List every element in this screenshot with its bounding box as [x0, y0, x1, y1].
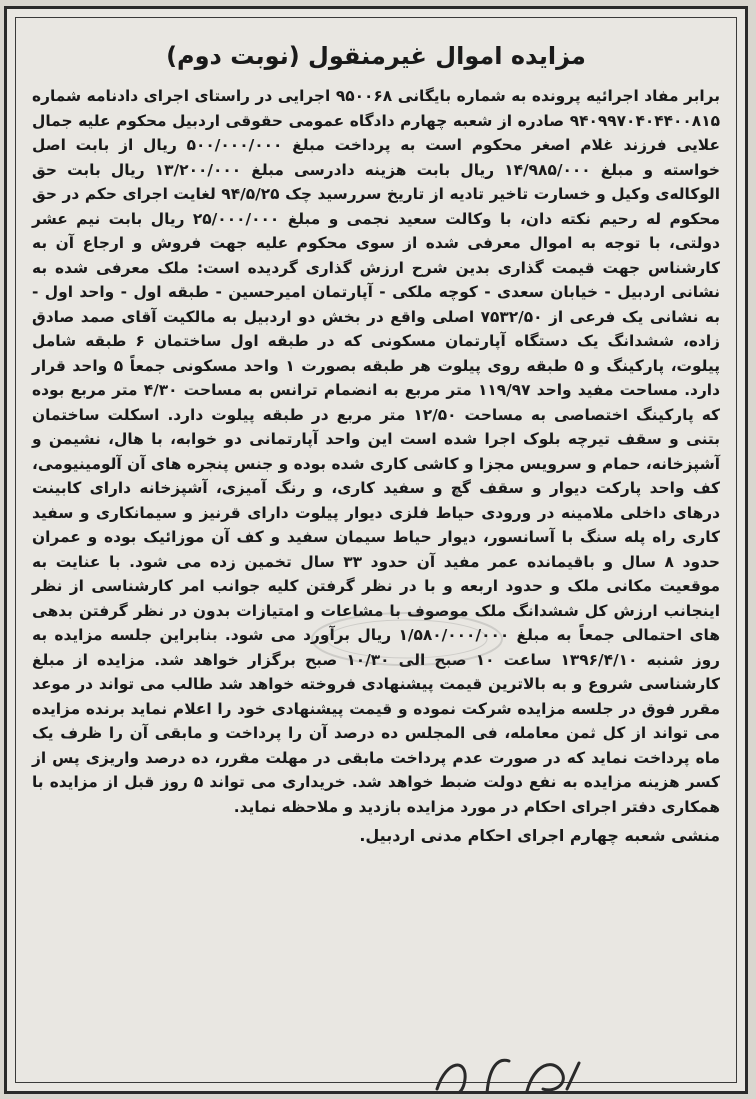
notice-inner-border — [15, 17, 737, 1083]
notice-body: برابر مفاد اجرائیه پرونده به شماره بایگانی ۹۵۰۰۶۸ اجرایی در راستای اجرای دادنامه شماره ۹۴۰۹۹۷۰۴۰۴۴۰۰۸۱۵ صادره از شعبه چهارم دادگاه عمومی حقوقی اردبیل محکوم علیه جمال علایی فرزند غلام اصغر محکوم است به پرداخت مبلغ ۵۰۰/۰۰۰/۰۰۰ ریال از بابت اصل خواسته و مبلغ ۱۴/۹۸۵/۰۰۰ ریال بابت هزینه دادرسی مبلغ ۱۳/۲۰۰/۰۰۰ ریال بابت حق الوکاله‌ی وکیل و خسارت تاخیر تادیه از تاریخ سررسید چک ۹۴/۵/۲۵ لغایت اجرای حکم در حق محکوم له رحیم نکته دان، با وکالت سعید نجمی و مبلغ ۲۵/۰۰۰/۰۰۰ ریال بابت نیم عشر دولتی، با توجه به اموال معرفی شده از سوی محکوم علیه جهت فروش و ارجاع آن به کارشناس جهت قیمت گذاری بدین شرح ارزش گذاری گردیده است: ملک معرفی شده به نشانی اردبیل - خیابان سعدی - کوچه ملکی - آپارتمان امیرحسین - طبقه اول - واحد اول - به نشانی یک فرعی از ۷۵۳۲/۵۰ اصلی واقع در بخش دو اردبیل به مالکیت آقای صمد صادق زاده، ششدانگ یک دستگاه آپارتمان مسکونی که در طبقه اول ساختمان ۶ طبقه شامل پیلوت، پارکینگ و ۵ طبقه روی پیلوت هر طبقه بصورت ۱ واحد مسکونی جمعاً ۵ واحد قرار دارد. مساحت مفید واحد ۱۱۹/۹۷ متر مربع به انضمام ترانس به مساحت ۴/۳۰ متر مربع بوده که پارکینگ اختصاصی به مساحت ۱۲/۵۰ متر مربع در طبقه پیلوت دارد. اسکلت ساختمان بتنی و سقف تیرچه بلوک اجرا شده است این واحد آپارتمانی دو خوابه، با هال، نشیمن و آشپزخانه، حمام و سرویس مجزا و کاشی کاری شده بوده و جنس پنجره های آن آلومینیومی، کف واحد پارکت دیوار و سقف گچ و سفید کاری، و رنگ آمیزی، آشپزخانه دارای کابینت درهای داخلی ملامینه در ورودی حیاط فلزی دیوار پیلوت دارای قرنیز و سیمانکاری و سفید کاری راه پله سنگ با آسانسور، دیوار حیاط سیمان سفید و کف آن موزائیک بوده و عمران حدود ۸ سال و باقیمانده عمر مفید آن حدود ۳۳ سال تخمین زده می شود. با عنایت به موقعیت مکانی ملک و حدود اربعه و با در نظر گرفتن کلیه جوانب امر کارشناسی از نظر اینجانب ارزش کل ششدانگ ملک موصوف با مشاعات و امتیازات بدون در نظر گرفتن بدهی های احتمالی جمعاً به مبلغ ۱/۵۸۰/۰۰۰/۰۰۰ ریال برآورد می شود. بنابراین جلسه مزایده به روز شنبه ۱۳۹۶/۴/۱۰ ساعت ۱۰ صبح الی ۱۰/۳۰ صبح برگزار خواهد شد. مزایده از مبلغ کارشناسی شروع و به بالاترین قیمت پیشنهادی فروخته خواهد شد طالب می تواند در موعد مقرر فوق در جلسه مزایده شرکت نموده و قیمت پیشنهادی خود را اعلام نماید برنده مزایده می تواند از کل ثمن معامله، فی المجلس ده درصد آن را پرداخت و مابقی آن را ظرف یک ماه پرداخت نماید که در صورت عدم پرداخت مابقی در مهلت مقرر، ده درصد واریزی پس از کسر هزینه مزایده به نفع دولت ضبط خواهد شد. خریداری می تواند ۵ روز قبل از مزایده با همکاری دفتر اجرای احکام در مورد مزایده بازدید و ملاحظه نماید. — [32, 87, 721, 816]
notice-frame — [4, 6, 748, 1094]
notice-title: مزایده اموال غیرمنقول (نوبت دوم) — [166, 42, 586, 70]
notice-signature: منشی شعبه چهارم اجرای احکام مدنی اردبیل. — [359, 826, 720, 845]
